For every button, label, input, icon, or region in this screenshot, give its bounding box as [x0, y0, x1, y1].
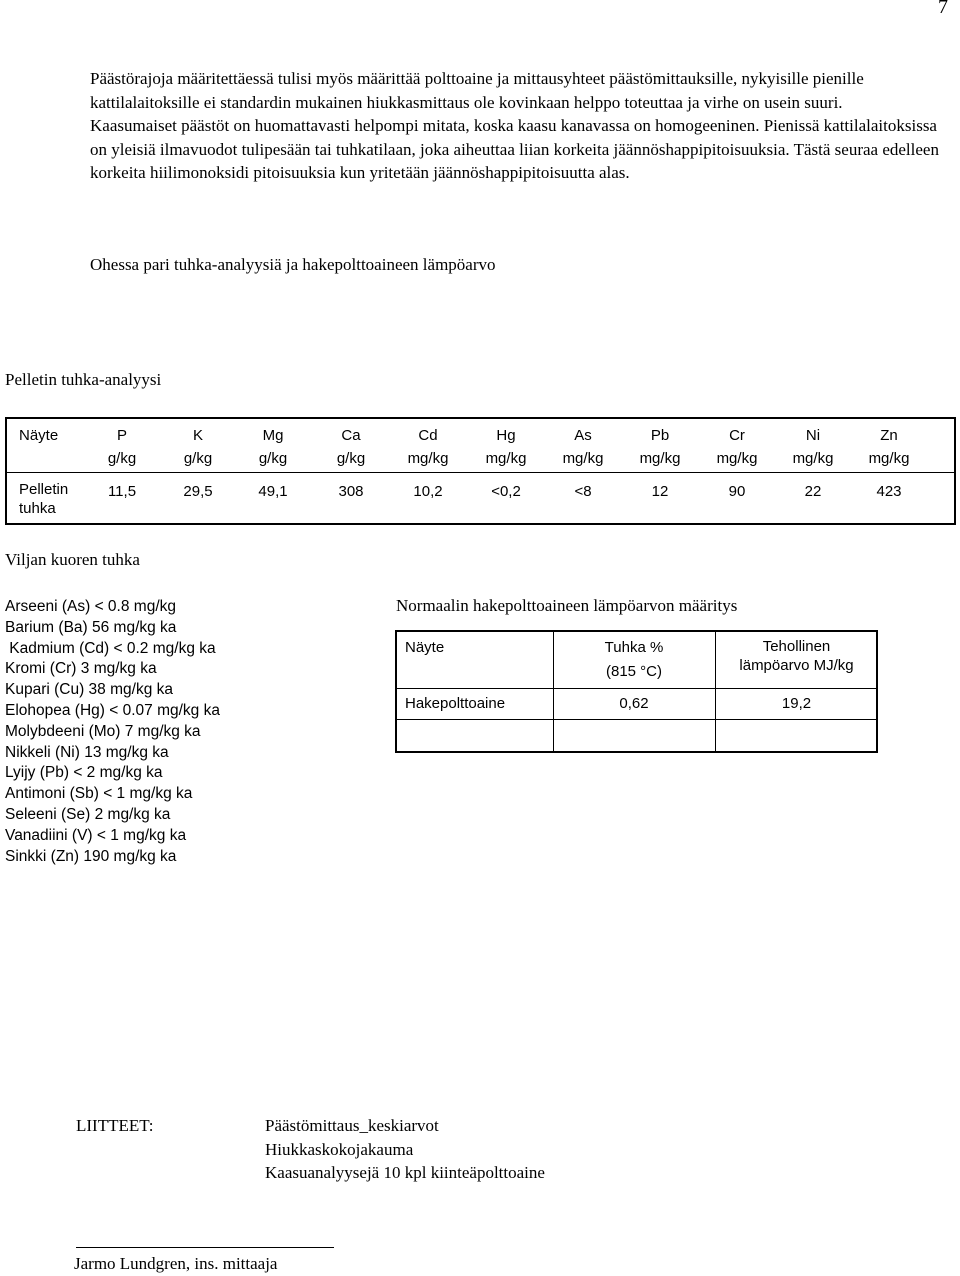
table-header-pb: Pb mg/kg [639, 427, 681, 467]
table-header-cd: Cd mg/kg [407, 427, 449, 467]
table-header-cr: Cr mg/kg [716, 427, 758, 467]
list-item: Seleeni (Se) 2 mg/kg ka [5, 805, 171, 823]
intro-text [90, 67, 950, 185]
table-cell-sample: Hakepolttoaine [405, 695, 506, 712]
table-header-mg: Mg g/kg [258, 427, 288, 467]
table-header-p: P g/kg [107, 427, 137, 467]
husk-section-title: Viljan kuoren tuhka [5, 550, 140, 569]
table-header-k: K g/kg [183, 427, 213, 467]
table-header-zn: Zn mg/kg [868, 427, 910, 467]
table-cell-zn: 423 [876, 483, 902, 500]
table-cell-cr: 90 [728, 483, 746, 500]
chip-section-title: Normaalin hakepolttoaineen lämpöarvon määritys [396, 596, 738, 615]
list-item: Kupari (Cu) 38 mg/kg ka [5, 681, 173, 699]
table-cell-mg: 49,1 [258, 483, 288, 500]
signature-line [76, 1247, 334, 1248]
table-cell-hg: <0,2 [491, 483, 521, 500]
signature: Jarmo Lundgren, ins. mittaaja [74, 1254, 278, 1273]
table-cell-ca: 308 [338, 483, 364, 500]
pellet-section-title: Pelletin tuhka-analyysi [5, 370, 162, 389]
table-cell-cd: 10,2 [413, 483, 443, 500]
table-cell-as: <8 [574, 483, 592, 500]
list-item: Antimoni (Sb) < 1 mg/kg ka [5, 785, 193, 803]
table-cell-k: 29,5 [183, 483, 213, 500]
list-item: Elohopea (Hg) < 0.07 mg/kg ka [5, 701, 220, 719]
list-item: Arseeni (As) < 0.8 mg/kg [5, 598, 176, 615]
intro-paragraph-2: Kaasumaiset päästöt on huomattavasti helpompi mitata, koska kaasu kanavassa on homogeeninen. Pienissä kattilalaitoksissa on yleisiä ilmavuodot tulipesään tai tuhkatilaan, joka aiheuttaa liian korkeita jäännöshappipitoisuuksia. Tästä seuraa edelleen korkeita hiilimonoksidi pitoisuuksia kun yritetään jäännöshappipitoisuutta alas. [90, 116, 939, 182]
table-header-heating-value: Tehollinen lämpöarvo MJ/kg [739, 638, 854, 674]
attachments-list [265, 1114, 545, 1185]
intro-paragraph-1: Päästörajoja määritettäessä tulisi myös määrittää polttoaine ja mittausyhteet päästömittauksille, nykyisille pienille kattilalaitoksille ei standardin mukainen hiukkasmittaus ole kovinkaan helppo toteuttaa ja virhe on usein suuri. [90, 69, 864, 112]
list-item: Kadmium (Cd) < 0.2 mg/kg ka [5, 639, 216, 657]
page-number: 7 [938, 0, 948, 18]
table-divider [7, 472, 954, 473]
ash-analysis-subheading: Ohessa pari tuhka-analyysiä ja hakepolttoaineen lämpöarvo [90, 255, 496, 274]
list-item: Sinkki (Zn) 190 mg/kg ka [5, 847, 177, 865]
attachments-label: LIITTEET: [76, 1116, 154, 1135]
table-divider [395, 719, 878, 720]
list-item: Vanadiini (V) < 1 mg/kg ka [5, 826, 187, 844]
table-header-sample: Näyte [405, 639, 445, 656]
table-cell-ni: 22 [804, 483, 822, 500]
table-header-ash: Tuhka % (815 °C) [604, 639, 664, 680]
table-header-sample: Näyte [19, 427, 59, 444]
table-header-as: As mg/kg [562, 427, 604, 467]
table-cell-heating-value: 19,2 [781, 695, 812, 712]
table-header-hg: Hg mg/kg [485, 427, 527, 467]
list-item: Barium (Ba) 56 mg/kg ka [5, 618, 177, 636]
table-cell-ash: 0,62 [619, 695, 649, 712]
list-item: Nikkeli (Ni) 13 mg/kg ka [5, 743, 169, 761]
table-divider [395, 688, 878, 689]
table-row-label: Pelletin tuhka [19, 481, 69, 517]
table-header-ni: Ni mg/kg [792, 427, 834, 467]
list-item: Lyijy (Pb) < 2 mg/kg ka [5, 764, 163, 782]
attachment-item: Päästömittaus_keskiarvot [265, 1116, 439, 1135]
attachment-item: Hiukkaskokojakauma [265, 1139, 414, 1159]
husk-ash-list [5, 597, 220, 867]
attachment-item: Kaasuanalyysejä 10 kpl kiinteäpolttoaine [265, 1163, 545, 1182]
table-header-ca: Ca g/kg [336, 427, 366, 467]
table-cell-pb: 12 [651, 483, 669, 500]
pellet-ash-table [5, 417, 956, 525]
table-cell-p: 11,5 [107, 483, 137, 500]
chip-heating-value-table [395, 630, 878, 753]
list-item: Molybdeeni (Mo) 7 mg/kg ka [5, 722, 201, 740]
list-item: Kromi (Cr) 3 mg/kg ka [5, 660, 157, 678]
